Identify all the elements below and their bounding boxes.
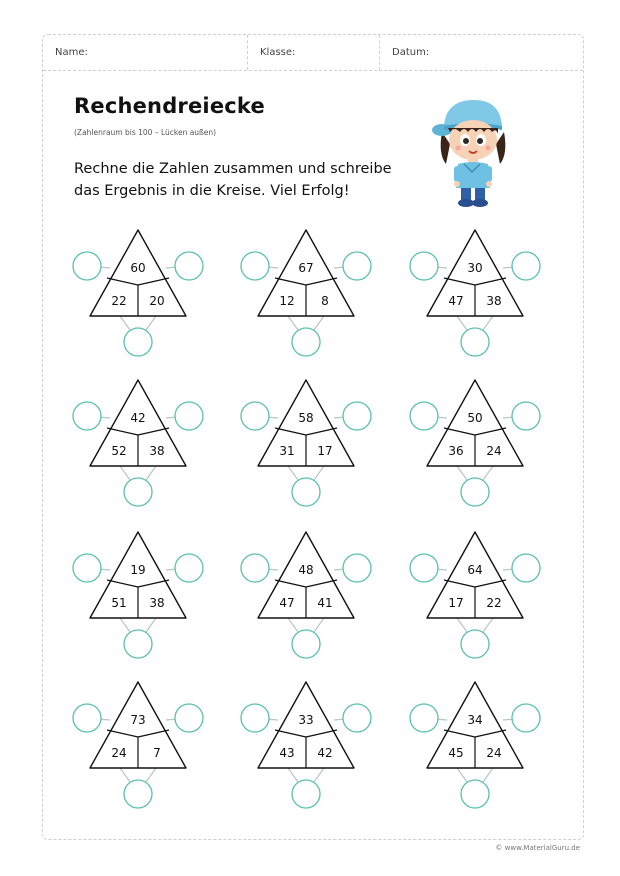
number-right: 24	[486, 746, 502, 760]
answer-circle-left[interactable]	[410, 554, 438, 582]
answer-circle-bottom[interactable]	[461, 630, 489, 658]
answer-circle-bottom[interactable]	[124, 780, 152, 808]
connector-line	[483, 466, 493, 480]
answer-circle-left[interactable]	[410, 252, 438, 280]
number-top: 67	[298, 261, 314, 275]
answer-circle-right[interactable]	[512, 704, 540, 732]
answer-circle-bottom[interactable]	[461, 780, 489, 808]
connector-line	[314, 768, 324, 782]
number-right: 41	[317, 596, 333, 610]
number-left: 36	[448, 444, 464, 458]
connector-line	[457, 466, 467, 480]
calc-triangle	[73, 380, 203, 506]
calc-triangle	[410, 230, 540, 356]
answer-circle-bottom[interactable]	[124, 630, 152, 658]
answer-circle-right[interactable]	[512, 252, 540, 280]
number-left: 31	[279, 444, 295, 458]
number-top: 64	[467, 563, 483, 577]
connector-line	[120, 466, 130, 480]
answer-circle-left[interactable]	[410, 704, 438, 732]
number-top: 33	[298, 713, 314, 727]
calc-triangle	[241, 380, 371, 506]
instruction-line-2: das Ergebnis in die Kreise. Viel Erfolg!	[74, 183, 350, 199]
answer-circle-bottom[interactable]	[124, 328, 152, 356]
connector-line	[120, 618, 130, 632]
number-top: 19	[130, 563, 146, 577]
connector-line	[314, 466, 324, 480]
number-top: 58	[298, 411, 314, 425]
calc-triangle	[241, 230, 371, 356]
number-top: 50	[467, 411, 483, 425]
answer-circle-left[interactable]	[241, 402, 269, 430]
calc-triangle	[73, 230, 203, 356]
number-left: 17	[448, 596, 464, 610]
answer-circle-bottom[interactable]	[292, 780, 320, 808]
answer-circle-right[interactable]	[175, 402, 203, 430]
answer-circle-left[interactable]	[241, 554, 269, 582]
number-right: 38	[486, 294, 502, 308]
number-right: 20	[149, 294, 165, 308]
connector-line	[146, 316, 156, 330]
answer-circle-left[interactable]	[241, 252, 269, 280]
connector-line	[288, 618, 298, 632]
answer-circle-right[interactable]	[175, 704, 203, 732]
calc-triangle	[410, 532, 540, 658]
connector-line	[288, 768, 298, 782]
answer-circle-left[interactable]	[73, 554, 101, 582]
connector-line	[483, 316, 493, 330]
page-subtitle: (Zahlenraum bis 100 – Lücken außen)	[74, 128, 217, 137]
connector-line	[314, 316, 324, 330]
number-right: 24	[486, 444, 502, 458]
connector-line	[146, 768, 156, 782]
number-right: 42	[317, 746, 333, 760]
answer-circle-right[interactable]	[175, 554, 203, 582]
number-left: 24	[111, 746, 127, 760]
date-label: Datum:	[392, 47, 430, 58]
connector-line	[483, 768, 493, 782]
number-right: 38	[149, 596, 165, 610]
connector-line	[120, 316, 130, 330]
answer-circle-left[interactable]	[241, 704, 269, 732]
answer-circle-right[interactable]	[512, 554, 540, 582]
calc-triangle	[241, 682, 371, 808]
number-right: 17	[317, 444, 333, 458]
connector-line	[120, 768, 130, 782]
connector-line	[483, 618, 493, 632]
answer-circle-right[interactable]	[343, 402, 371, 430]
answer-circle-right[interactable]	[343, 252, 371, 280]
number-top: 34	[467, 713, 483, 727]
answer-circle-bottom[interactable]	[461, 328, 489, 356]
instruction-line-1: Rechne die Zahlen zusammen und schreibe	[74, 161, 392, 177]
page-title: Rechendreiecke	[74, 94, 265, 118]
connector-line	[146, 618, 156, 632]
number-top: 42	[130, 411, 146, 425]
connector-line	[288, 466, 298, 480]
class-label: Klasse:	[260, 47, 296, 58]
answer-circle-bottom[interactable]	[292, 630, 320, 658]
answer-circle-left[interactable]	[73, 402, 101, 430]
calc-triangle	[73, 532, 203, 658]
connector-line	[314, 618, 324, 632]
answer-circle-right[interactable]	[343, 554, 371, 582]
connector-line	[457, 768, 467, 782]
number-top: 48	[298, 563, 314, 577]
answer-circle-right[interactable]	[343, 704, 371, 732]
connector-line	[457, 316, 467, 330]
answer-circle-bottom[interactable]	[461, 478, 489, 506]
number-left: 22	[111, 294, 127, 308]
number-right: 38	[149, 444, 165, 458]
calc-triangle	[410, 380, 540, 506]
number-left: 51	[111, 596, 127, 610]
answer-circle-left[interactable]	[73, 704, 101, 732]
number-top: 73	[130, 713, 146, 727]
answer-circle-bottom[interactable]	[124, 478, 152, 506]
answer-circle-right[interactable]	[175, 252, 203, 280]
connector-line	[288, 316, 298, 330]
name-label: Name:	[55, 47, 88, 58]
number-left: 47	[279, 596, 295, 610]
number-right: 8	[321, 294, 329, 308]
connector-line	[457, 618, 467, 632]
answer-circle-left[interactable]	[73, 252, 101, 280]
answer-circle-left[interactable]	[410, 402, 438, 430]
number-left: 12	[279, 294, 295, 308]
answer-circle-bottom[interactable]	[292, 478, 320, 506]
answer-circle-right[interactable]	[512, 402, 540, 430]
calc-triangle	[73, 682, 203, 808]
number-left: 52	[111, 444, 127, 458]
number-top: 30	[467, 261, 483, 275]
number-right: 7	[153, 746, 161, 760]
number-left: 45	[448, 746, 464, 760]
number-left: 47	[448, 294, 464, 308]
answer-circle-bottom[interactable]	[292, 328, 320, 356]
number-top: 60	[130, 261, 146, 275]
calc-triangle	[410, 682, 540, 808]
number-left: 43	[279, 746, 295, 760]
calc-triangle	[241, 532, 371, 658]
copyright-footer: © www.MaterialGuru.de	[495, 844, 580, 852]
number-right: 22	[486, 596, 502, 610]
connector-line	[146, 466, 156, 480]
